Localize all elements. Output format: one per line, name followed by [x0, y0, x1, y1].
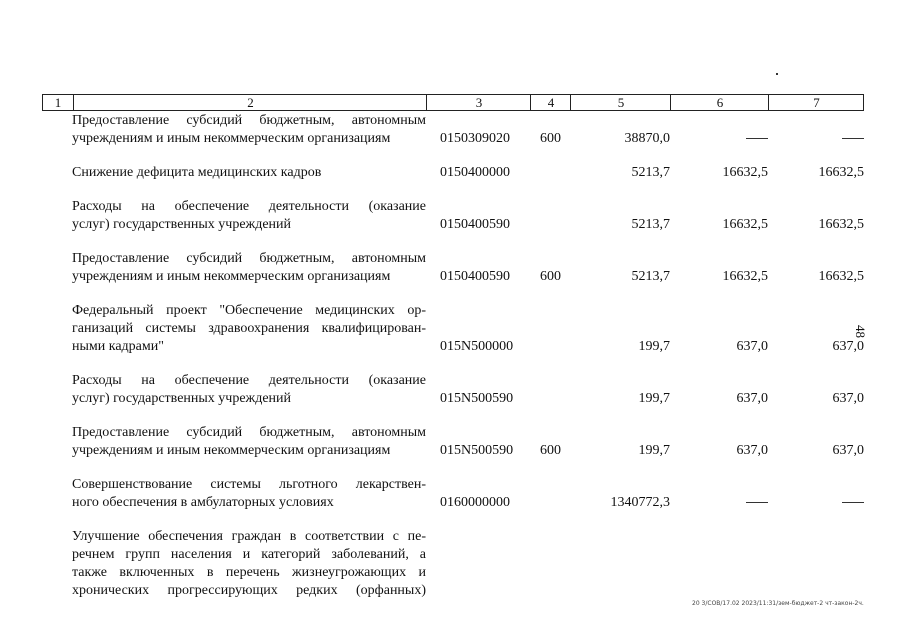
row-name-line: Совершенствование системы льготного лекарствен- [72, 477, 426, 492]
row-value-col6 [680, 494, 768, 512]
row-name-line: также включенных в перечень жизнеугрожающих и [72, 565, 426, 580]
header-col-6: 6 [670, 95, 769, 110]
header-col-3: 3 [426, 95, 531, 110]
page-number: 48 [853, 325, 868, 338]
row-name-line: Расходы на обеспечение деятельности (оказание [72, 373, 426, 388]
row-value-col6: 637,0 [736, 443, 768, 458]
row-value-col5: 5213,7 [631, 269, 670, 284]
row-name [72, 372, 426, 408]
row-value-col6: 16632,5 [722, 269, 768, 284]
row-value-col6: 637,0 [736, 339, 768, 354]
row-code: 015N500590 [440, 443, 514, 458]
row-value-col5: 199,7 [638, 443, 670, 458]
row-name-line: ными кадрами" [72, 339, 164, 354]
row-value-col7: 637,0 [832, 443, 864, 458]
row-value-col7: 637,0 [832, 391, 864, 406]
row-code: 0150400000 [440, 165, 510, 180]
row-code: 015N500000 [440, 339, 514, 354]
row-value-col7: 16632,5 [818, 165, 864, 180]
row-name-line: ганизаций системы здравоохранения квалифицирован- [72, 321, 426, 336]
row-name-line: учреждениям и иным некоммерческим организациям [72, 269, 391, 284]
row-value-col6: 16632,5 [722, 217, 768, 232]
row-value-col5: 199,7 [638, 391, 670, 406]
scan-speck [776, 73, 778, 75]
row-value-col7 [776, 494, 864, 512]
row-expense-type: 600 [540, 443, 561, 458]
header-col-7: 7 [768, 95, 864, 110]
row-name [72, 476, 426, 512]
row-code: 0150400590 [440, 217, 510, 232]
header-col-1: 1 [54, 95, 62, 110]
row-value-col7 [776, 130, 864, 148]
row-name-line: Улучшение обеспечения граждан в соответствии с пе- [72, 529, 426, 544]
row-name-line: Предоставление субсидий бюджетным, автономным [72, 425, 426, 440]
row-value-col5: 5213,7 [631, 165, 670, 180]
row-name [72, 302, 426, 356]
row-name [72, 198, 426, 234]
header-col-5: 5 [570, 95, 671, 110]
row-name-line: Предоставление субсидий бюджетным, автономным [72, 251, 426, 266]
row-name [72, 164, 426, 182]
row-name-line: ного обеспечения в амбулаторных условиях [72, 495, 334, 510]
row-code: 015N500590 [440, 391, 514, 406]
row-value-col7: 16632,5 [818, 217, 864, 232]
dash-mark [842, 502, 864, 503]
table-header-row [42, 94, 864, 111]
row-name-line: речнем групп населения и категорий заболеваний, а [72, 547, 426, 562]
row-value-col5: 38870,0 [624, 131, 670, 146]
row-expense-type: 600 [540, 269, 561, 284]
row-code: 0160000000 [440, 495, 510, 510]
row-value-col7: 637,0 [832, 339, 864, 354]
row-expense-type: 600 [540, 131, 561, 146]
row-value-col6: 16632,5 [722, 165, 768, 180]
row-name [72, 250, 426, 286]
row-name [72, 424, 426, 460]
row-value-col6: 637,0 [736, 391, 768, 406]
row-name-line: Расходы на обеспечение деятельности (оказание [72, 199, 426, 214]
row-name-line: учреждениям и иным некоммерческим организациям [72, 443, 391, 458]
footer-note: 20 3/СОВ/17.02 2023/11:31/зем-бюджет-2 чт-закон-2ч. [692, 600, 864, 607]
row-name-line: Снижение дефицита медицинских кадров [72, 165, 322, 180]
row-name-line: хронических прогрессирующих редких (орфанных) [72, 583, 426, 598]
row-name [72, 528, 426, 600]
header-col-2: 2 [73, 95, 427, 110]
dash-mark [746, 502, 768, 503]
row-value-col5: 199,7 [638, 339, 670, 354]
row-name-line: учреждениям и иным некоммерческим организациям [72, 131, 391, 146]
row-code: 0150309020 [440, 131, 510, 146]
row-value-col7: 16632,5 [818, 269, 864, 284]
row-name-line: Предоставление субсидий бюджетным, автономным [72, 113, 426, 128]
header-col-4: 4 [530, 95, 571, 110]
row-value-col6 [680, 130, 768, 148]
row-value-col5: 5213,7 [631, 217, 670, 232]
row-name [72, 112, 426, 148]
row-code: 0150400590 [440, 269, 510, 284]
dash-mark [746, 138, 768, 139]
row-name-line: услуг) государственных учреждений [72, 217, 292, 232]
row-name-line: услуг) государственных учреждений [72, 391, 292, 406]
row-value-col5: 1340772,3 [610, 495, 670, 510]
row-name-line: Федеральный проект "Обеспечение медицинских ор- [72, 303, 426, 318]
dash-mark [842, 138, 864, 139]
